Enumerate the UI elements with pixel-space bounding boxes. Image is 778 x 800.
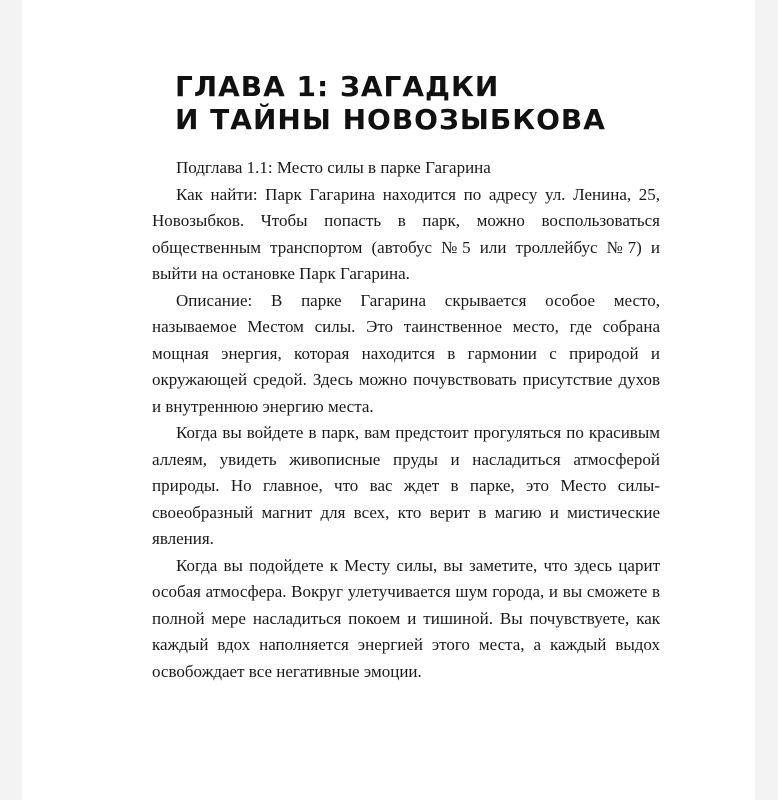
paragraph-description: Описание: В парке Гагарина скрывается особое место, называемое Местом силы. Это таинственное место, где собрана мощная энергия, которая находится в гармонии с природой и окружающей средой. Здесь можно почувствовать присутствие духов и внутреннюю энергию места. bbox=[152, 290, 660, 416]
chapter-title bbox=[175, 70, 606, 136]
paragraph-park-walk: Когда вы войдете в парк, вам предстоит прогуляться по красивым аллеям, увидеть живописные пруды и насладиться атмосферой природы. Но главное, что вас ждет в парке, это Место силы- своеобразный магнит для всех, кто верит в магию и мистические явления. bbox=[152, 423, 660, 548]
book-page bbox=[22, 0, 755, 800]
chapter-title-line-1: ГЛАВА 1: ЗАГАДКИ bbox=[175, 70, 500, 103]
paragraph-how-to-find: Как найти: Парк Гагарина находится по адресу ул. Ленина, 25, Новозыбков. Чтобы попасть в парк, можно воспользоваться общественным транспортом (автобус №5 или троллейбус №7) и выйти на остановке Парк Гагарина. bbox=[152, 184, 660, 283]
paragraph-place-of-power: Когда вы подойдете к Месту силы, вы заметите, что здесь царит особая атмосфера. Вокруг улетучивается шум города, и вы сможете в полной мере насладиться покоем и тишиной. Вы почувствуете, как каждый вдох наполняется энергией этого места, а каждый выдох освобождает все негативные эмоции. bbox=[152, 555, 660, 681]
chapter-body bbox=[152, 155, 660, 685]
section-subheading: Подглава 1.1: Место силы в парке Гагарина bbox=[176, 158, 491, 177]
chapter-title-line-2: И ТАЙНЫ НОВОЗЫБКОВА bbox=[175, 103, 606, 136]
